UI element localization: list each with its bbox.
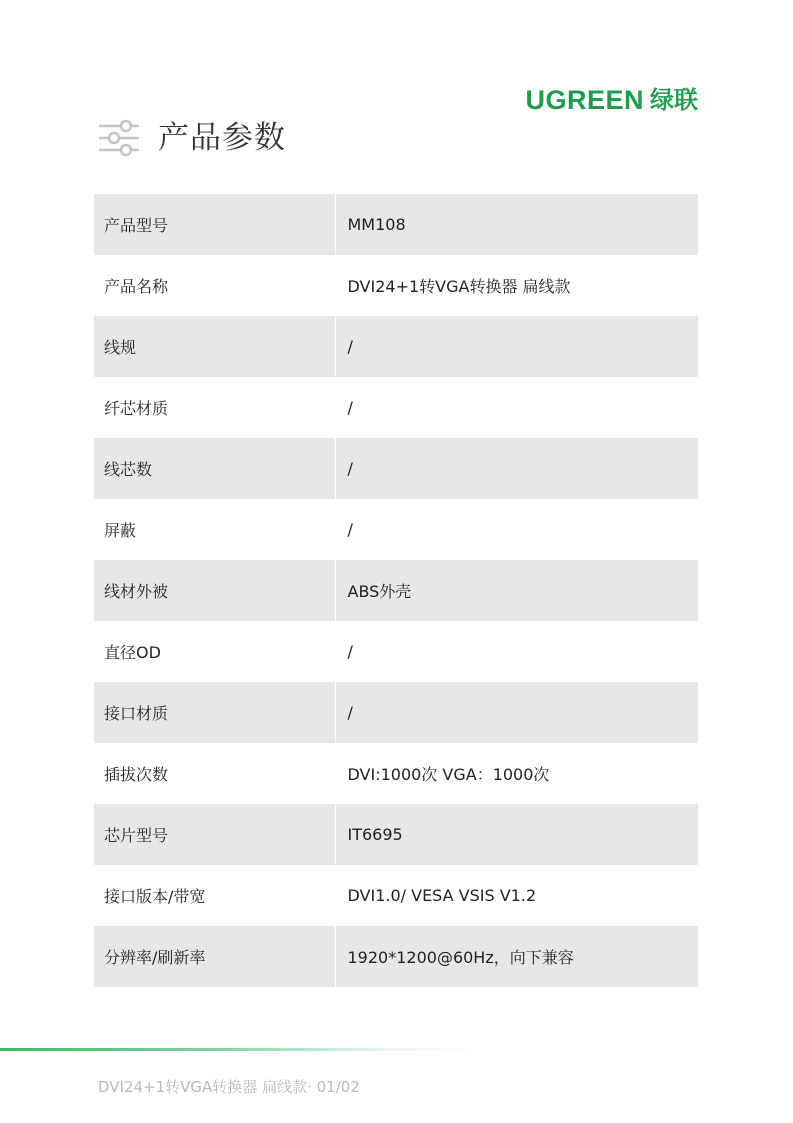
spec-row (94, 682, 698, 743)
spec-label: 分辨率/刷新率 (94, 926, 335, 987)
spec-value: / (335, 438, 698, 499)
spec-value: DVI:1000次 VGA：1000次 (335, 743, 698, 804)
spec-row (94, 560, 698, 621)
spec-value: 1920*1200@60Hz，向下兼容 (335, 926, 698, 987)
brand-logo (503, 84, 698, 116)
section-title: 产品参数 (158, 119, 286, 156)
brand-name-en: UGREEN (525, 84, 644, 115)
spec-row (94, 621, 698, 682)
spec-label: 屏蔽 (94, 499, 335, 560)
spec-value: IT6695 (335, 804, 698, 865)
spec-row (94, 926, 698, 987)
spec-label: 线芯数 (94, 438, 335, 499)
spec-row (94, 377, 698, 438)
spec-value: DVI24+1转VGA转换器 扁线款 (335, 255, 698, 316)
spec-label: 纤芯材质 (94, 377, 335, 438)
spec-value: / (335, 316, 698, 377)
spec-label: 产品名称 (94, 255, 335, 316)
spec-row (94, 255, 698, 316)
footer-page-label: DVI24+1转VGA转换器 扁线款· 01/02 (98, 1078, 360, 1096)
spec-row (94, 194, 698, 255)
spec-row (94, 743, 698, 804)
spec-label: 接口版本/带宽 (94, 865, 335, 926)
spec-value: DVI1.0/ VESA VSIS V1.2 (335, 865, 698, 926)
section-header (98, 116, 286, 160)
spec-row (94, 499, 698, 560)
spec-label: 线规 (94, 316, 335, 377)
spec-value: / (335, 621, 698, 682)
spec-value: / (335, 377, 698, 438)
spec-label: 直径OD (94, 621, 335, 682)
spec-label: 插拔次数 (94, 743, 335, 804)
spec-value: / (335, 499, 698, 560)
spec-value: / (335, 682, 698, 743)
spec-label: 接口材质 (94, 682, 335, 743)
spec-table (94, 194, 698, 987)
spec-row (94, 438, 698, 499)
brand-name-cn: 绿联 (650, 86, 698, 114)
spec-label: 产品型号 (94, 194, 335, 255)
spec-row (94, 804, 698, 865)
spec-value: ABS外壳 (335, 560, 698, 621)
spec-label: 芯片型号 (94, 804, 335, 865)
spec-row (94, 316, 698, 377)
spec-row (94, 865, 698, 926)
spec-label: 线材外被 (94, 560, 335, 621)
settings-sliders-icon (98, 118, 140, 158)
spec-value: MM108 (335, 194, 698, 255)
footer-divider (0, 1048, 480, 1051)
